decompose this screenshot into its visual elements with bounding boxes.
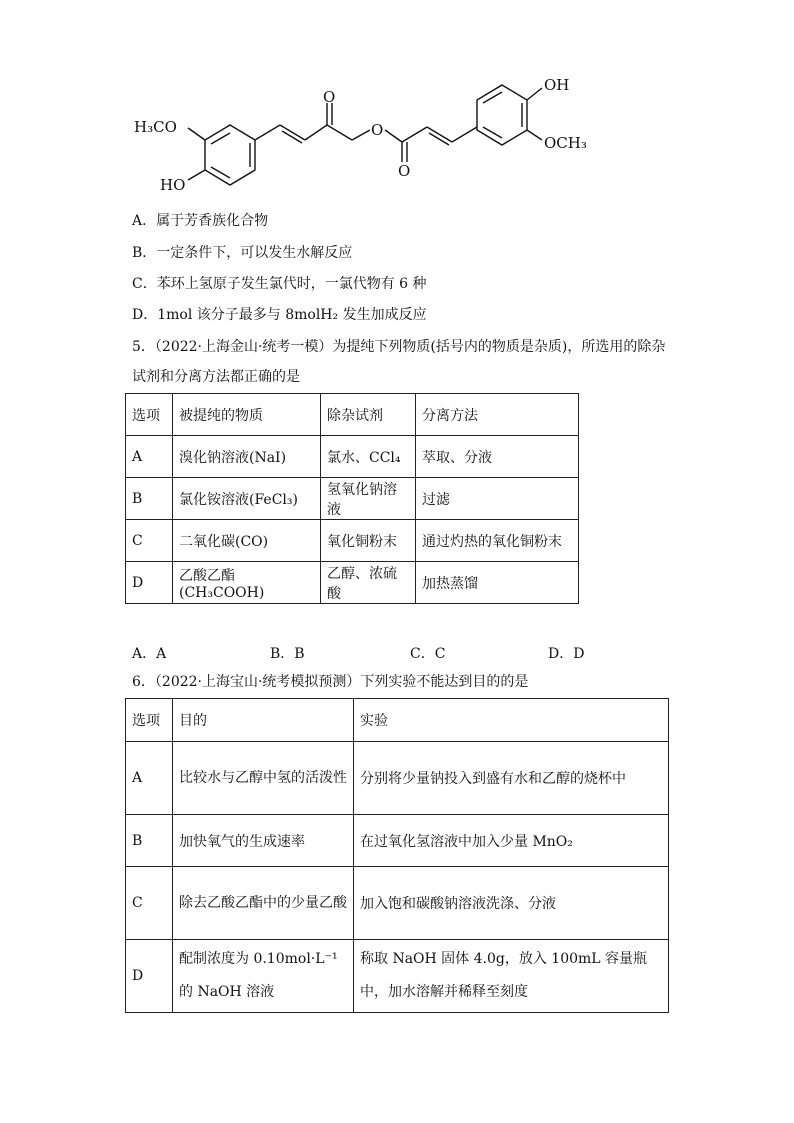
table-row: [126, 742, 669, 815]
answer-option-a: A．A: [132, 646, 167, 662]
table-row: [126, 815, 669, 867]
table-cell: 加热蒸馏: [416, 562, 579, 604]
molecule-structure: [130, 70, 610, 200]
table-cell: 比较水与乙醇中氢的活泼性: [173, 742, 354, 815]
och3-label: OCH₃: [544, 134, 587, 152]
table-row: [126, 394, 579, 436]
table-cell: D: [126, 562, 173, 604]
table-cell: 加入饱和碳酸钠溶液洗涤、分液: [354, 867, 669, 940]
table-cell: 过滤: [416, 478, 579, 520]
q5-stem-line2: 试剂和分离方法都正确的是: [132, 369, 300, 385]
table-cell: 除去乙酸乙酯中的少量乙酸: [173, 867, 354, 940]
table-row: [126, 478, 579, 520]
table-row: [126, 520, 579, 562]
q6-stem: 6．（2022·上海宝山·统考模拟预测）下列实验不能达到目的的是: [132, 674, 529, 690]
ester-carbonyl-o-label: O: [398, 162, 411, 180]
table-cell: B: [126, 478, 173, 520]
table-cell: 通过灼热的氧化铜粉末: [416, 520, 579, 562]
table-cell: A: [126, 742, 173, 815]
q4-option-b: B．一定条件下，可以发生水解反应: [132, 245, 353, 261]
table-header-cell: 选项: [126, 699, 173, 742]
table-cell: 氯水、CCl₄: [321, 436, 416, 478]
table-row: [126, 562, 579, 604]
right-oh-label: OH: [544, 76, 570, 94]
table-cell: 称取 NaOH 固体 4.0g，放入 100mL 容量瓶中，加水溶解并稀释至刻度: [354, 940, 669, 1013]
table-cell: A: [126, 436, 173, 478]
table-header-cell: 选项: [126, 394, 173, 436]
q5-table: [125, 393, 579, 604]
table-row: [126, 436, 579, 478]
table-cell: 在过氧化氢溶液中加入少量 MnO₂: [354, 815, 669, 867]
table-cell: C: [126, 520, 173, 562]
table-cell: B: [126, 815, 173, 867]
table-cell: 氯化铵溶液(FeCl₃): [173, 478, 321, 520]
table-cell: 氢氧化钠溶液: [321, 478, 416, 520]
answer-option-d: D．D: [548, 646, 585, 662]
table-row: [126, 699, 669, 742]
answer-option-c: C．C: [410, 646, 446, 662]
left-oh-label: HO: [160, 176, 186, 194]
q6-table: [125, 698, 669, 1013]
ester-o-label: O: [371, 121, 384, 139]
table-header-cell: 除杂试剂: [321, 394, 416, 436]
q5-stem-line1: 5．（2022·上海金山·统考一模）为提纯下列物质(括号内的物质是杂质)，所选用的除杂: [132, 339, 666, 355]
table-row: [126, 867, 669, 940]
h3co-label: H₃CO: [134, 118, 177, 136]
table-header-cell: 被提纯的物质: [173, 394, 321, 436]
q4-option-c: C．苯环上氢原子发生氯代时，一氯代物有 6 种: [132, 276, 427, 292]
q4-option-a: A．属于芳香族化合物: [132, 213, 269, 229]
ketone-o-label: O: [323, 88, 336, 106]
table-cell: 溴化钠溶液(NaI): [173, 436, 321, 478]
table-cell: 萃取、分液: [416, 436, 579, 478]
table-header-cell: 分离方法: [416, 394, 579, 436]
table-cell: 乙酸乙酯(CH₃COOH): [173, 562, 321, 604]
answer-option-b: B．B: [270, 646, 305, 662]
table-cell: 氧化铜粉末: [321, 520, 416, 562]
table-cell: 配制浓度为 0.10mol·L⁻¹的 NaOH 溶液: [173, 940, 354, 1013]
table-cell: 乙醇、浓硫酸: [321, 562, 416, 604]
table-row: [126, 940, 669, 1013]
table-cell: 二氧化碳(CO): [173, 520, 321, 562]
table-header-cell: 实验: [354, 699, 669, 742]
table-cell: D: [126, 940, 173, 1013]
table-cell: 加快氧气的生成速率: [173, 815, 354, 867]
q4-option-d: D．1mol 该分子最多与 8molH₂ 发生加成反应: [132, 307, 427, 323]
table-cell: C: [126, 867, 173, 940]
table-header-cell: 目的: [173, 699, 354, 742]
table-cell: 分别将少量钠投入到盛有水和乙醇的烧杯中: [354, 742, 669, 815]
